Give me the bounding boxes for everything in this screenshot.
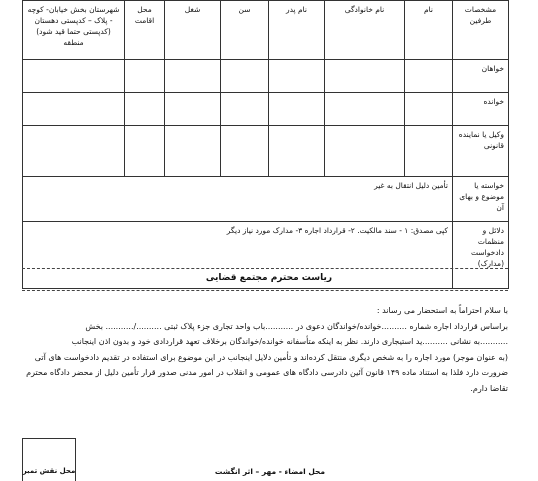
lawyer-family-cell[interactable] — [325, 126, 405, 177]
header-job: شغل — [165, 1, 221, 60]
body-line-5: تقاضا دارم. — [470, 383, 508, 393]
applicant-job-cell[interactable] — [165, 60, 221, 93]
lawyer-job-cell[interactable] — [165, 126, 221, 177]
header-age: سن — [221, 1, 269, 60]
table-header-row — [23, 1, 509, 60]
signature-label: محل امضاء - مهر – اثر انگشت — [214, 467, 326, 476]
applicant-age-cell[interactable] — [221, 60, 269, 93]
header-parties: مشخصات طرفین — [453, 1, 509, 60]
header-name: نام — [405, 1, 453, 60]
header-residence: محل اقامت — [125, 1, 165, 60]
petition-body — [22, 303, 508, 396]
lawyer-address-cell[interactable] — [23, 126, 125, 177]
row-label-respondent: خوانده — [453, 93, 509, 126]
lawyer-age-cell[interactable] — [221, 126, 269, 177]
table-row-respondent — [23, 93, 509, 126]
divider-bottom — [22, 290, 508, 291]
parties-table — [22, 0, 509, 289]
header-address: شهرستان بخش خیابان- کوچه - پلاک – کدپستی دهستان (کدپستی حتما قید شود) منطقه — [23, 1, 125, 60]
greeting-line: با سلام احتراماً به استحضار می رساند : — [376, 306, 508, 315]
table-row-subject — [23, 177, 509, 222]
applicant-name-cell[interactable] — [405, 60, 453, 93]
subject-value: تأمین دلیل انتقال به غیر — [23, 177, 453, 222]
stamp-label: محل نقش تمبر — [22, 467, 76, 475]
body-line-3: (به عنوان موجر) مورد اجاره را به شخص دیگری منتقل کرده‌اند و تأمین دلایل اینجانب در این موضوع برای استفاده در تقدیم دادخواست های آتی — [34, 352, 508, 362]
applicant-address-cell[interactable] — [23, 60, 125, 93]
applicant-family-cell[interactable] — [325, 60, 405, 93]
lawyer-name-cell[interactable] — [405, 126, 453, 177]
applicant-residence-cell[interactable] — [125, 60, 165, 93]
header-family-name: نام خانوادگی — [325, 1, 405, 60]
row-label-lawyer: وکیل یا نماینده قانونی — [453, 126, 509, 177]
respondent-age-cell[interactable] — [221, 93, 269, 126]
table-row-lawyer — [23, 126, 509, 177]
lawyer-residence-cell[interactable] — [125, 126, 165, 177]
table-row-applicant — [23, 60, 509, 93]
respondent-father-cell[interactable] — [269, 93, 325, 126]
respondent-family-cell[interactable] — [325, 93, 405, 126]
respondent-address-cell[interactable] — [23, 93, 125, 126]
row-label-evidence: دلائل و منظمات دادخواست (مدارک) — [453, 222, 509, 289]
respondent-job-cell[interactable] — [165, 93, 221, 126]
respondent-name-cell[interactable] — [405, 93, 453, 126]
body-line-4: ضرورت دارد فلذا به استناد ماده ۱۴۹ قانون آئین دادرسی دادگاه های عمومی و انقلاب در امور مدنی صدور قرار تأمین دلیل از محضر دادگاه محترم — [26, 368, 508, 377]
evidence-value: کپی مصدق: ۱ - سند مالکیت. ۲- قرارداد اجاره ۳- مدارک مورد نیاز دیگر — [23, 222, 453, 289]
body-line-2: ...........به نشانی ..........ید استیجاری دارند. نظر به اینکه متأسفانه خوانده/خواندگان برخلاف تعهد قراردادی خود و بدون اذن اینجانب — [71, 337, 508, 346]
row-label-applicant: خواهان — [453, 60, 509, 93]
body-line-1: براساس قرارداد اجاره شماره ..........خوانده/خواندگان دعوی در ...........باب واحد تجاری جزء پلاک ثبتی ........../........... بخش — [85, 321, 508, 331]
respondent-residence-cell[interactable] — [125, 93, 165, 126]
divider-top — [22, 268, 508, 269]
applicant-father-cell[interactable] — [269, 60, 325, 93]
row-label-subject: خواسته یا موضوع و بهای آن — [453, 177, 509, 222]
addressee-title: ریاست محترم مجتمع قضایی — [205, 273, 333, 283]
header-father-name: نام پدر — [269, 1, 325, 60]
lawyer-father-cell[interactable] — [269, 126, 325, 177]
